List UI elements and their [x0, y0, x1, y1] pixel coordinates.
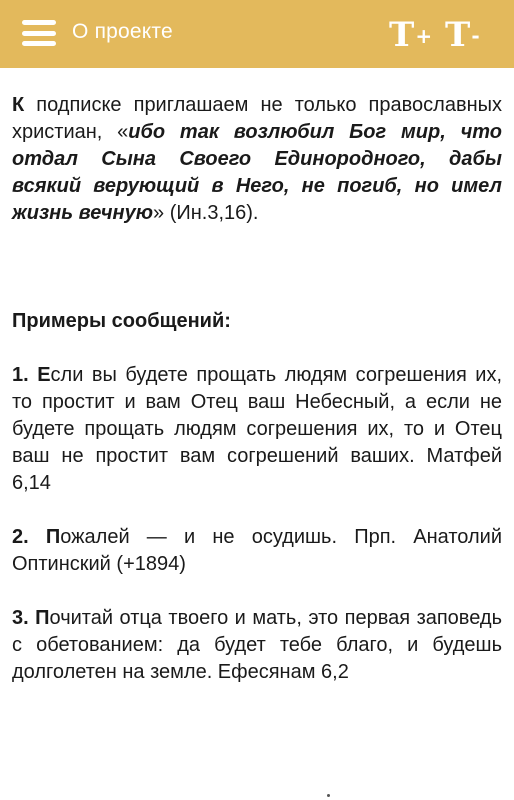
example-lead-letter: Е [37, 364, 51, 386]
examples-heading: Примеры сообщений: [12, 310, 231, 332]
hamburger-menu-icon[interactable] [20, 17, 58, 49]
about-content [12, 92, 502, 686]
font-increase-glyph: T [389, 15, 415, 55]
font-decrease-glyph: T [445, 15, 471, 55]
scroll-indicator [327, 794, 330, 797]
example-text: сли вы будете прощать людям согрешения их, то простит и вам Отец ваш Небесный, а если не будете прощать людям согрешения их, то и Отец ваш не простит вам согрешений ваших. Матфей 6,14 [12, 364, 502, 494]
example-text: ожалей — и не осудишь. Прп. Анатолий Оптинский (+1894) [12, 526, 502, 575]
example-lead-letter: П [45, 526, 61, 548]
font-increase-button[interactable] [389, 14, 439, 55]
example-item-3 [12, 605, 502, 686]
intro-lead-letter: К [12, 94, 25, 116]
example-number: 1. [12, 364, 38, 386]
intro-text-before: подписке приглашаем не только православных христиан, « [12, 94, 502, 143]
example-item-1 [12, 362, 502, 497]
intro-quote: ибо так возлюбил Бог мир, что отдал Сына Своего Единородного, дабы всякий верующий в Него, не погиб, но имел жизнь вечную [12, 121, 502, 224]
font-increase-sign: + [415, 24, 433, 48]
font-decrease-sign: - [471, 24, 480, 48]
example-number: 3. [12, 607, 36, 629]
example-item-2 [12, 524, 502, 578]
example-text: очитай отца твоего и мать, это первая заповедь с обетованием: да будет тебе благо, и будешь долголетен на земле. Ефесянам 6,2 [12, 607, 502, 683]
app-bar [0, 0, 514, 68]
font-decrease-button[interactable] [445, 14, 495, 55]
example-number: 2. [12, 526, 46, 548]
example-lead-letter: П [35, 607, 50, 629]
intro-paragraph [12, 92, 502, 227]
page-title: О проекте [72, 20, 173, 43]
intro-text-after: » (Ин.3,16). [153, 202, 259, 224]
